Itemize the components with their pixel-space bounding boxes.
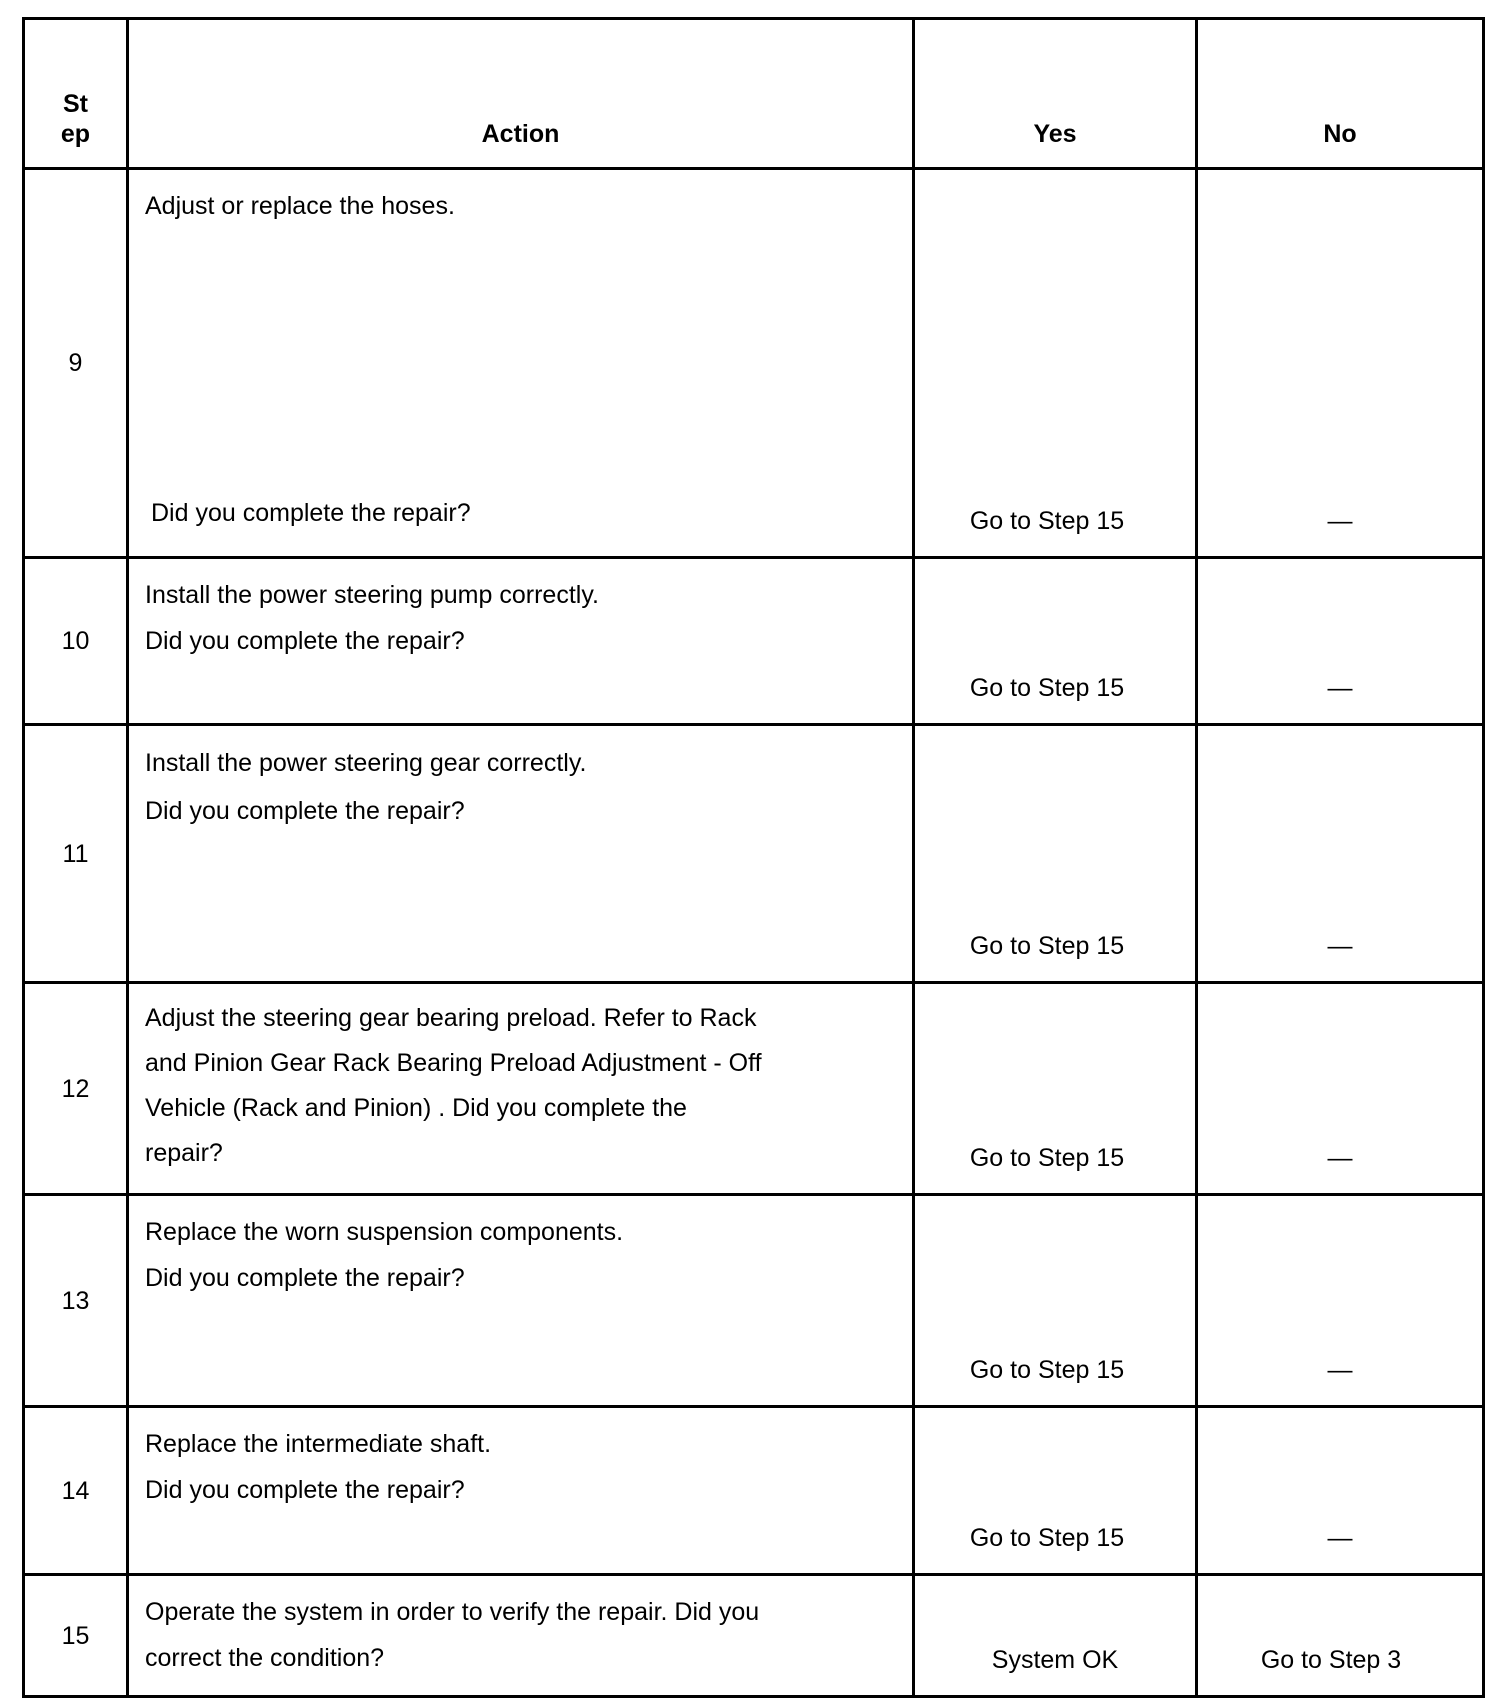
step-number: 11 [24,725,128,983]
action-cell [128,1195,914,1407]
yes-cell [914,1575,1197,1697]
step-number: 10 [24,558,128,725]
action-line: Replace the worn suspension components. [145,1218,624,1246]
action-line: Vehicle (Rack and Pinion) . Did you complete the [145,1094,687,1122]
header-step-line2: ep [60,120,91,148]
action-question: Did you complete the repair? [151,499,471,527]
step-number: 14 [24,1407,128,1575]
header-step-line1: St [63,90,88,118]
yes-result: Go to Step 15 [969,1524,1125,1552]
action-line: Did you complete the repair? [145,1264,465,1292]
no-cell [1197,1575,1484,1697]
action-line: Operate the system in order to verify the repair. Did you [145,1598,760,1626]
no-cell [1197,725,1484,983]
action-line: Adjust the steering gear bearing preload. Refer to Rack [145,1004,757,1032]
yes-cell [914,725,1197,983]
yes-cell [914,169,1197,558]
table-row [24,725,1484,983]
action-cell [128,169,914,558]
action-line: correct the condition? [145,1644,385,1672]
table-row [24,1407,1484,1575]
step-number: 12 [24,983,128,1195]
action-line: Install the power steering pump correctly. [145,581,599,609]
action-line: Did you complete the repair? [145,627,465,655]
header-step [24,19,128,169]
no-cell [1197,1407,1484,1575]
header-yes: Yes [914,19,1197,169]
header-no: No [1197,19,1484,169]
no-cell [1197,558,1484,725]
action-cell [128,983,914,1195]
no-result: — [1327,1144,1353,1172]
action-line: and Pinion Gear Rack Bearing Preload Adjustment - Off [145,1049,762,1077]
no-result: — [1327,932,1353,960]
table-row [24,1575,1484,1697]
table-row [24,558,1484,725]
yes-cell [914,1195,1197,1407]
step-number: 15 [24,1575,128,1697]
no-cell [1197,983,1484,1195]
yes-result: Go to Step 15 [969,1356,1125,1384]
header-action: Action [128,19,914,169]
no-result: — [1327,674,1353,702]
action-line: Adjust or replace the hoses. [145,192,455,220]
action-line: repair? [145,1139,223,1167]
action-cell [128,1407,914,1575]
yes-result: Go to Step 15 [969,932,1125,960]
yes-cell [914,983,1197,1195]
yes-result: System OK [991,1646,1119,1674]
no-cell [1197,169,1484,558]
yes-result: Go to Step 15 [969,507,1125,535]
action-cell [128,1575,914,1697]
no-cell [1197,1195,1484,1407]
diagnostic-table [22,17,1485,1698]
action-line: Replace the intermediate shaft. [145,1430,492,1458]
header-row [24,19,1484,169]
action-line: Install the power steering gear correctly. [145,749,587,777]
step-number: 9 [24,169,128,558]
action-line: Did you complete the repair? [145,797,465,825]
yes-result: Go to Step 15 [969,1144,1125,1172]
step-number: 13 [24,1195,128,1407]
no-result: — [1327,1524,1353,1552]
yes-result: Go to Step 15 [969,674,1125,702]
table-row [24,983,1484,1195]
action-line: Did you complete the repair? [145,1476,465,1504]
action-cell [128,558,914,725]
no-result: — [1327,1356,1353,1384]
yes-cell [914,558,1197,725]
table-row [24,169,1484,558]
action-cell [128,725,914,983]
no-result: — [1327,507,1353,535]
no-result: Go to Step 3 [1260,1646,1402,1674]
yes-cell [914,1407,1197,1575]
table-row [24,1195,1484,1407]
